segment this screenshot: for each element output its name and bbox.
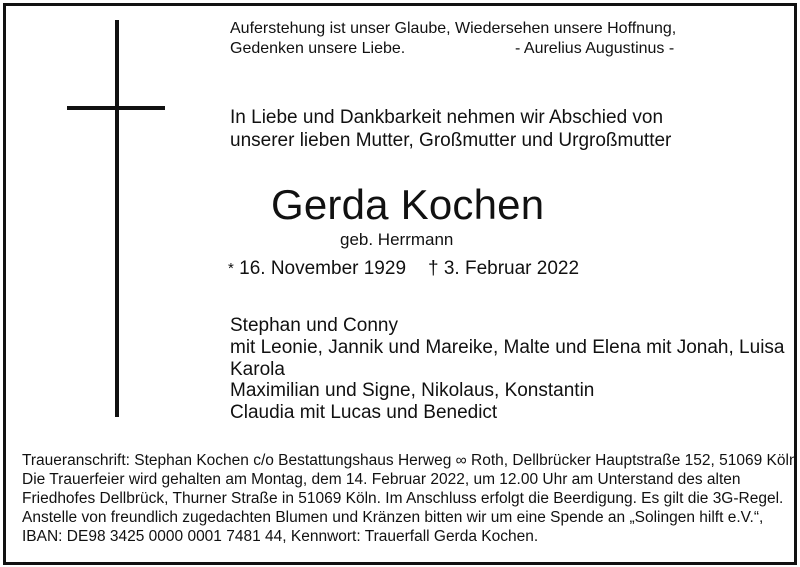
mourner-line: Claudia mit Lucas und Benedict: [230, 402, 498, 423]
death-date: 3. Februar 2022: [443, 258, 580, 279]
mourner-line: Stephan und Conny: [230, 315, 398, 336]
birth-date-group: [228, 258, 406, 280]
maiden-name: geb. Herrmann: [340, 230, 454, 249]
footer-line: Traueranschrift: Stephan Kochen c/o Bestattungshaus Herweg ∞ Roth, Dellbrücker Hauptstraße 152, 51069 Köln: [22, 452, 798, 469]
birth-star-icon: *: [228, 260, 234, 277]
footer-line: Anstelle von freundlich zugedachten Blumen und Kränzen bitten wir um eine Spende an „Solingen hilft e.V.“,: [22, 509, 764, 526]
footer-line: Friedhofes Dellbrück, Thurner Straße in 51069 Köln. Im Anschluss erfolgt die Beerdigung. Es gilt die 3G-Regel.: [22, 490, 784, 507]
mourner-line: mit Leonie, Jannik und Mareike, Malte und Elena mit Jonah, Luisa: [230, 337, 785, 358]
quote-line-1: Auferstehung ist unser Glaube, Wiedersehen unsere Hoffnung,: [230, 20, 677, 37]
cross-vertical-bar: [115, 20, 119, 417]
intro-line-1: In Liebe und Dankbarkeit nehmen wir Abschied von: [230, 107, 664, 128]
footer-line: IBAN: DE98 3425 0000 0001 7481 44, Kennwort: Trauerfall Gerda Kochen.: [22, 528, 539, 545]
death-dagger-icon: †: [428, 258, 439, 279]
cross-horizontal-bar: [67, 106, 165, 110]
intro-line-2: unserer lieben Mutter, Großmutter und Urgroßmutter: [230, 130, 672, 151]
mourner-line: Karola: [230, 359, 285, 380]
mourner-line: Maximilian und Signe, Nikolaus, Konstantin: [230, 380, 595, 401]
birth-date: 16. November 1929: [239, 258, 407, 279]
quote-line-2: Gedenken unsere Liebe.: [230, 40, 406, 57]
deceased-name: Gerda Kochen: [271, 181, 545, 228]
death-date-group: [428, 258, 579, 280]
quote-author: - Aurelius Augustinus -: [515, 40, 675, 57]
footer-line: Die Trauerfeier wird gehalten am Montag, dem 14. Februar 2022, um 12.00 Uhr am Unterstand des alten: [22, 471, 741, 488]
